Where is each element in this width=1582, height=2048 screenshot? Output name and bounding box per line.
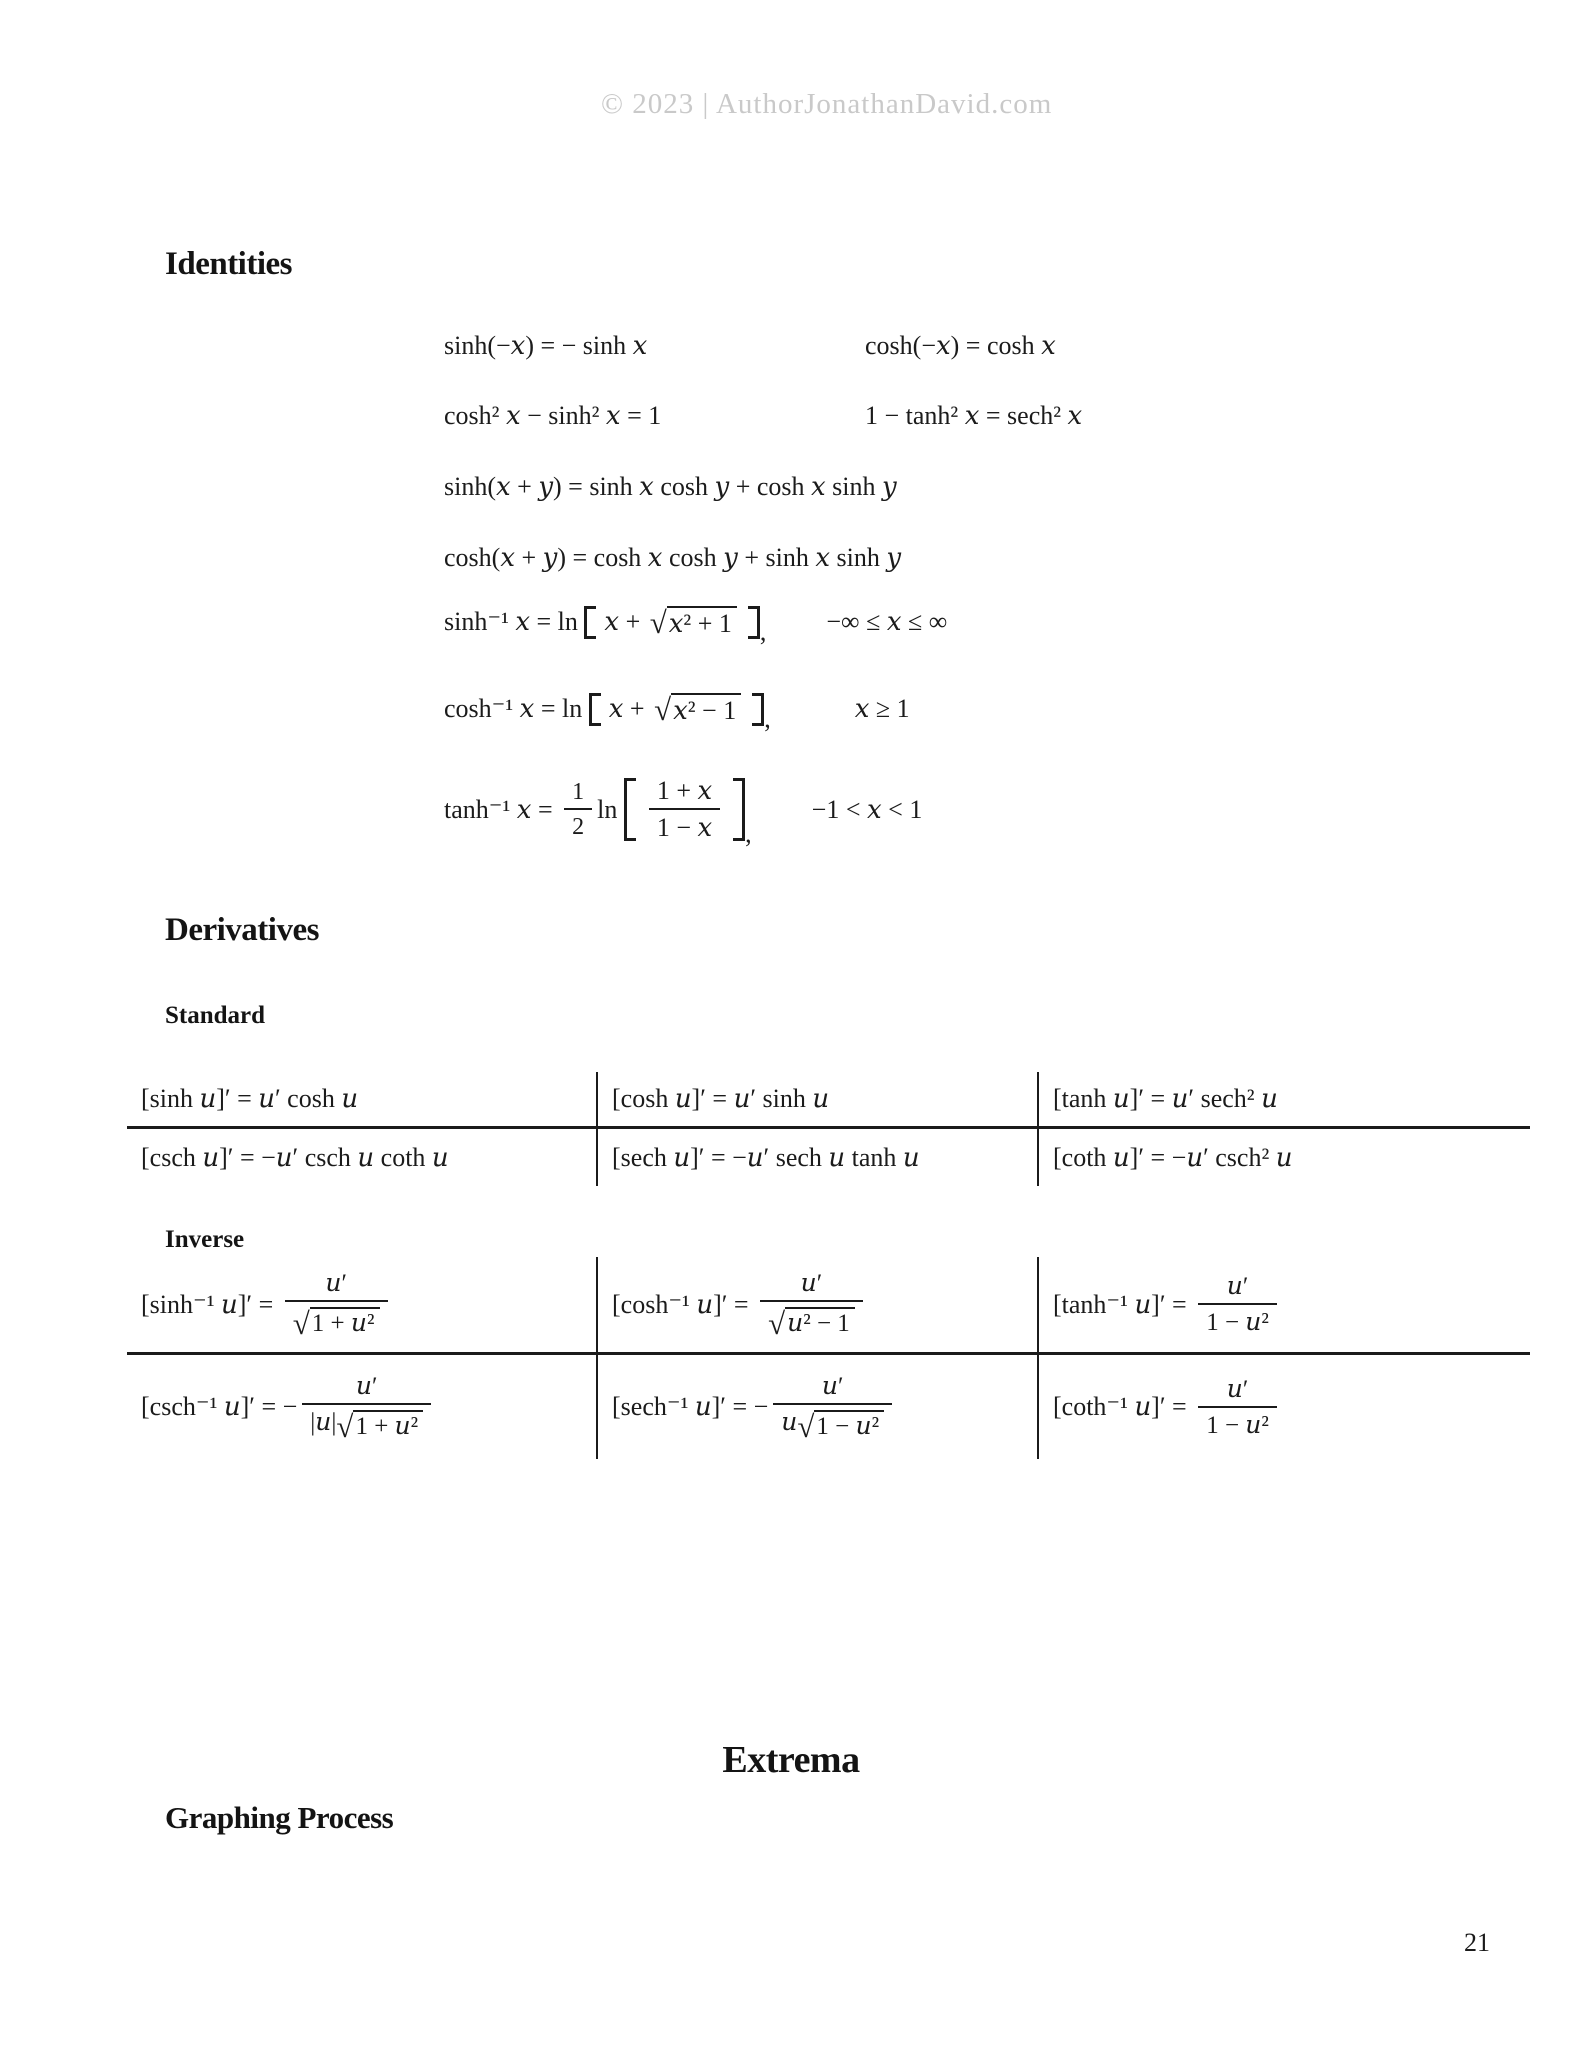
identity-formula: sinh(𝑥 + 𝑦) = sinh 𝑥 cosh 𝑦 + cosh 𝑥 sinh 𝑦 <box>444 472 897 501</box>
identity-formula: cosh(𝑥 + 𝑦) = cosh 𝑥 cosh 𝑦 + sinh 𝑥 sinh 𝑦 <box>444 543 902 572</box>
standard-derivatives-table <box>127 1072 1530 1186</box>
fraction-denominator: 1 − 𝑥 <box>649 808 720 841</box>
bracket-group <box>584 601 759 644</box>
identity-row-5 <box>444 601 947 644</box>
denominator-prefix: 𝑢 <box>781 1408 798 1436</box>
radicand: 𝑢² − 1 <box>785 1307 855 1338</box>
table-cell <box>127 1129 596 1186</box>
derivative-formula-lhs: [cosh⁻¹ 𝑢]′ = <box>612 1289 756 1319</box>
fraction-numerator: 𝑢′ <box>800 1270 823 1297</box>
fraction-numerator: 𝑢′ <box>1226 1273 1249 1300</box>
bracket-group <box>624 773 745 846</box>
identity-formula: cosh(−𝑥) = cosh 𝑥 <box>865 331 1056 360</box>
table-cell <box>127 1072 596 1129</box>
identity-row-6 <box>444 688 910 731</box>
sqrt-radical <box>654 693 741 726</box>
fraction-denominator: 2 <box>564 808 592 839</box>
sqrt-sign-icon: √ <box>654 692 672 727</box>
sqrt-radical <box>336 1408 423 1444</box>
identity-row-1 <box>444 331 1056 361</box>
derivative-formula: [sinh 𝑢]′ = 𝑢′ cosh 𝑢 <box>141 1084 359 1113</box>
sqrt-radical <box>797 1408 884 1444</box>
identity-formula: sinh(−𝑥) = − sinh 𝑥 <box>444 331 648 360</box>
fraction-denominator: 1 − 𝑢² <box>1198 1303 1277 1335</box>
identity-row-4 <box>444 543 901 573</box>
table-cell <box>596 1129 1037 1186</box>
right-bracket <box>752 693 764 726</box>
radicand: 1 + 𝑢² <box>353 1410 423 1441</box>
derivative-formula: [csch 𝑢]′ = −𝑢′ csch 𝑢 coth 𝑢 <box>141 1142 449 1172</box>
identity-formula-lhs: sinh⁻¹ 𝑥 = ln <box>444 607 585 637</box>
page-number: 21 <box>1464 1928 1490 1957</box>
standard-subheading: Standard <box>165 1002 266 1029</box>
comma: , <box>759 616 767 646</box>
identity-formula: 1 − tanh² 𝑥 = sech² 𝑥 <box>865 401 1083 430</box>
table-cell <box>1037 1257 1530 1355</box>
identity-formula: cosh² 𝑥 − sinh² 𝑥 = 1 <box>444 401 662 430</box>
identity-formula-lhs: tanh⁻¹ 𝑥 = <box>444 794 560 824</box>
domain-condition: 𝑥 ≥ 1 <box>854 694 910 724</box>
inverse-subheading: Inverse <box>165 1226 245 1253</box>
derivative-formula: [tanh 𝑢]′ = 𝑢′ sech² 𝑢 <box>1053 1084 1278 1113</box>
derivative-formula: [cosh 𝑢]′ = 𝑢′ sinh 𝑢 <box>612 1084 830 1113</box>
derivative-formula: [sech 𝑢]′ = −𝑢′ sech 𝑢 tanh 𝑢 <box>612 1142 920 1172</box>
left-bracket <box>589 693 601 726</box>
fraction <box>760 1270 863 1341</box>
derivative-formula-lhs: [sinh⁻¹ 𝑢]′ = <box>141 1289 280 1319</box>
bracket-term: 𝑥 + <box>604 607 647 637</box>
derivatives-heading: Derivatives <box>165 912 319 948</box>
sqrt-sign-icon: √ <box>649 605 667 640</box>
fraction-denominator <box>285 1300 388 1341</box>
fraction-denominator <box>760 1300 863 1341</box>
fraction-numerator: 𝑢′ <box>821 1372 844 1400</box>
radicand: 𝑥² − 1 <box>671 693 741 726</box>
derivative-formula-lhs: [tanh⁻¹ 𝑢]′ = <box>1053 1289 1194 1319</box>
derivative-formula: [coth 𝑢]′ = −𝑢′ csch² 𝑢 <box>1053 1142 1293 1172</box>
table-cell <box>1037 1355 1530 1459</box>
domain-condition: −1 < 𝑥 < 1 <box>811 794 923 824</box>
sqrt-radical <box>650 606 737 639</box>
graphing-process-heading: Graphing Process <box>165 1800 394 1835</box>
fraction <box>773 1372 892 1444</box>
fraction-numerator: 1 + 𝑥 <box>656 776 713 805</box>
identity-formula-lhs: cosh⁻¹ 𝑥 = ln <box>444 694 589 724</box>
radicand: 1 + 𝑢² <box>310 1307 380 1338</box>
sqrt-radical <box>768 1306 855 1341</box>
fraction-denominator <box>773 1403 892 1444</box>
fraction <box>302 1372 431 1444</box>
fraction-denominator <box>302 1403 431 1444</box>
extrema-heading: Extrema <box>722 1739 860 1781</box>
derivative-formula-lhs: [sech⁻¹ 𝑢]′ = − <box>612 1392 769 1421</box>
left-bracket <box>584 606 596 639</box>
identity-row-7 <box>444 773 922 846</box>
domain-condition: −∞ ≤ 𝑥 ≤ ∞ <box>826 607 948 637</box>
table-cell <box>596 1257 1037 1355</box>
sqrt-sign-icon: √ <box>292 1306 310 1341</box>
bracket-group <box>589 688 764 731</box>
fraction <box>1198 1377 1277 1438</box>
identity-row-3 <box>444 472 897 502</box>
sqrt-sign-icon: √ <box>797 1408 815 1444</box>
right-bracket <box>733 778 745 841</box>
page-header-copyright: © 2023 | AuthorJonathanDavid.com <box>601 88 1053 120</box>
derivative-formula-lhs: [csch⁻¹ 𝑢]′ = − <box>141 1392 298 1421</box>
ln-operator: ln <box>597 794 624 824</box>
sqrt-sign-icon: √ <box>336 1408 354 1444</box>
table-cell <box>127 1257 596 1355</box>
table-cell <box>1037 1072 1530 1129</box>
fraction-one-half <box>564 780 592 839</box>
fraction-denominator: 1 − 𝑢² <box>1198 1406 1277 1438</box>
bracket-term: 𝑥 + <box>608 694 652 724</box>
sqrt-radical <box>292 1306 380 1341</box>
fraction-numerator: 𝑢′ <box>355 1372 378 1400</box>
right-bracket <box>748 606 760 639</box>
sqrt-sign-icon: √ <box>768 1306 786 1341</box>
radicand: 1 − 𝑢² <box>814 1410 884 1441</box>
fraction <box>285 1270 388 1341</box>
identities-heading: Identities <box>165 246 292 282</box>
fraction-numerator: 𝑢′ <box>325 1270 347 1297</box>
comma: , <box>745 819 752 848</box>
derivative-formula-lhs: [coth⁻¹ 𝑢]′ = <box>1053 1392 1194 1421</box>
table-cell <box>596 1072 1037 1129</box>
fraction <box>649 778 720 841</box>
left-bracket <box>624 778 636 841</box>
radicand: 𝑥² + 1 <box>667 606 737 639</box>
table-cell <box>1037 1129 1530 1186</box>
table-cell <box>127 1355 596 1459</box>
fraction <box>1198 1274 1277 1335</box>
identity-row-2 <box>444 401 1082 431</box>
table-cell <box>596 1355 1037 1459</box>
denominator-prefix: |𝑢| <box>310 1408 337 1436</box>
fraction-numerator: 1 <box>572 779 585 805</box>
inverse-derivatives-table <box>127 1257 1530 1459</box>
fraction-numerator: 𝑢′ <box>1226 1375 1249 1403</box>
comma: , <box>764 703 771 733</box>
